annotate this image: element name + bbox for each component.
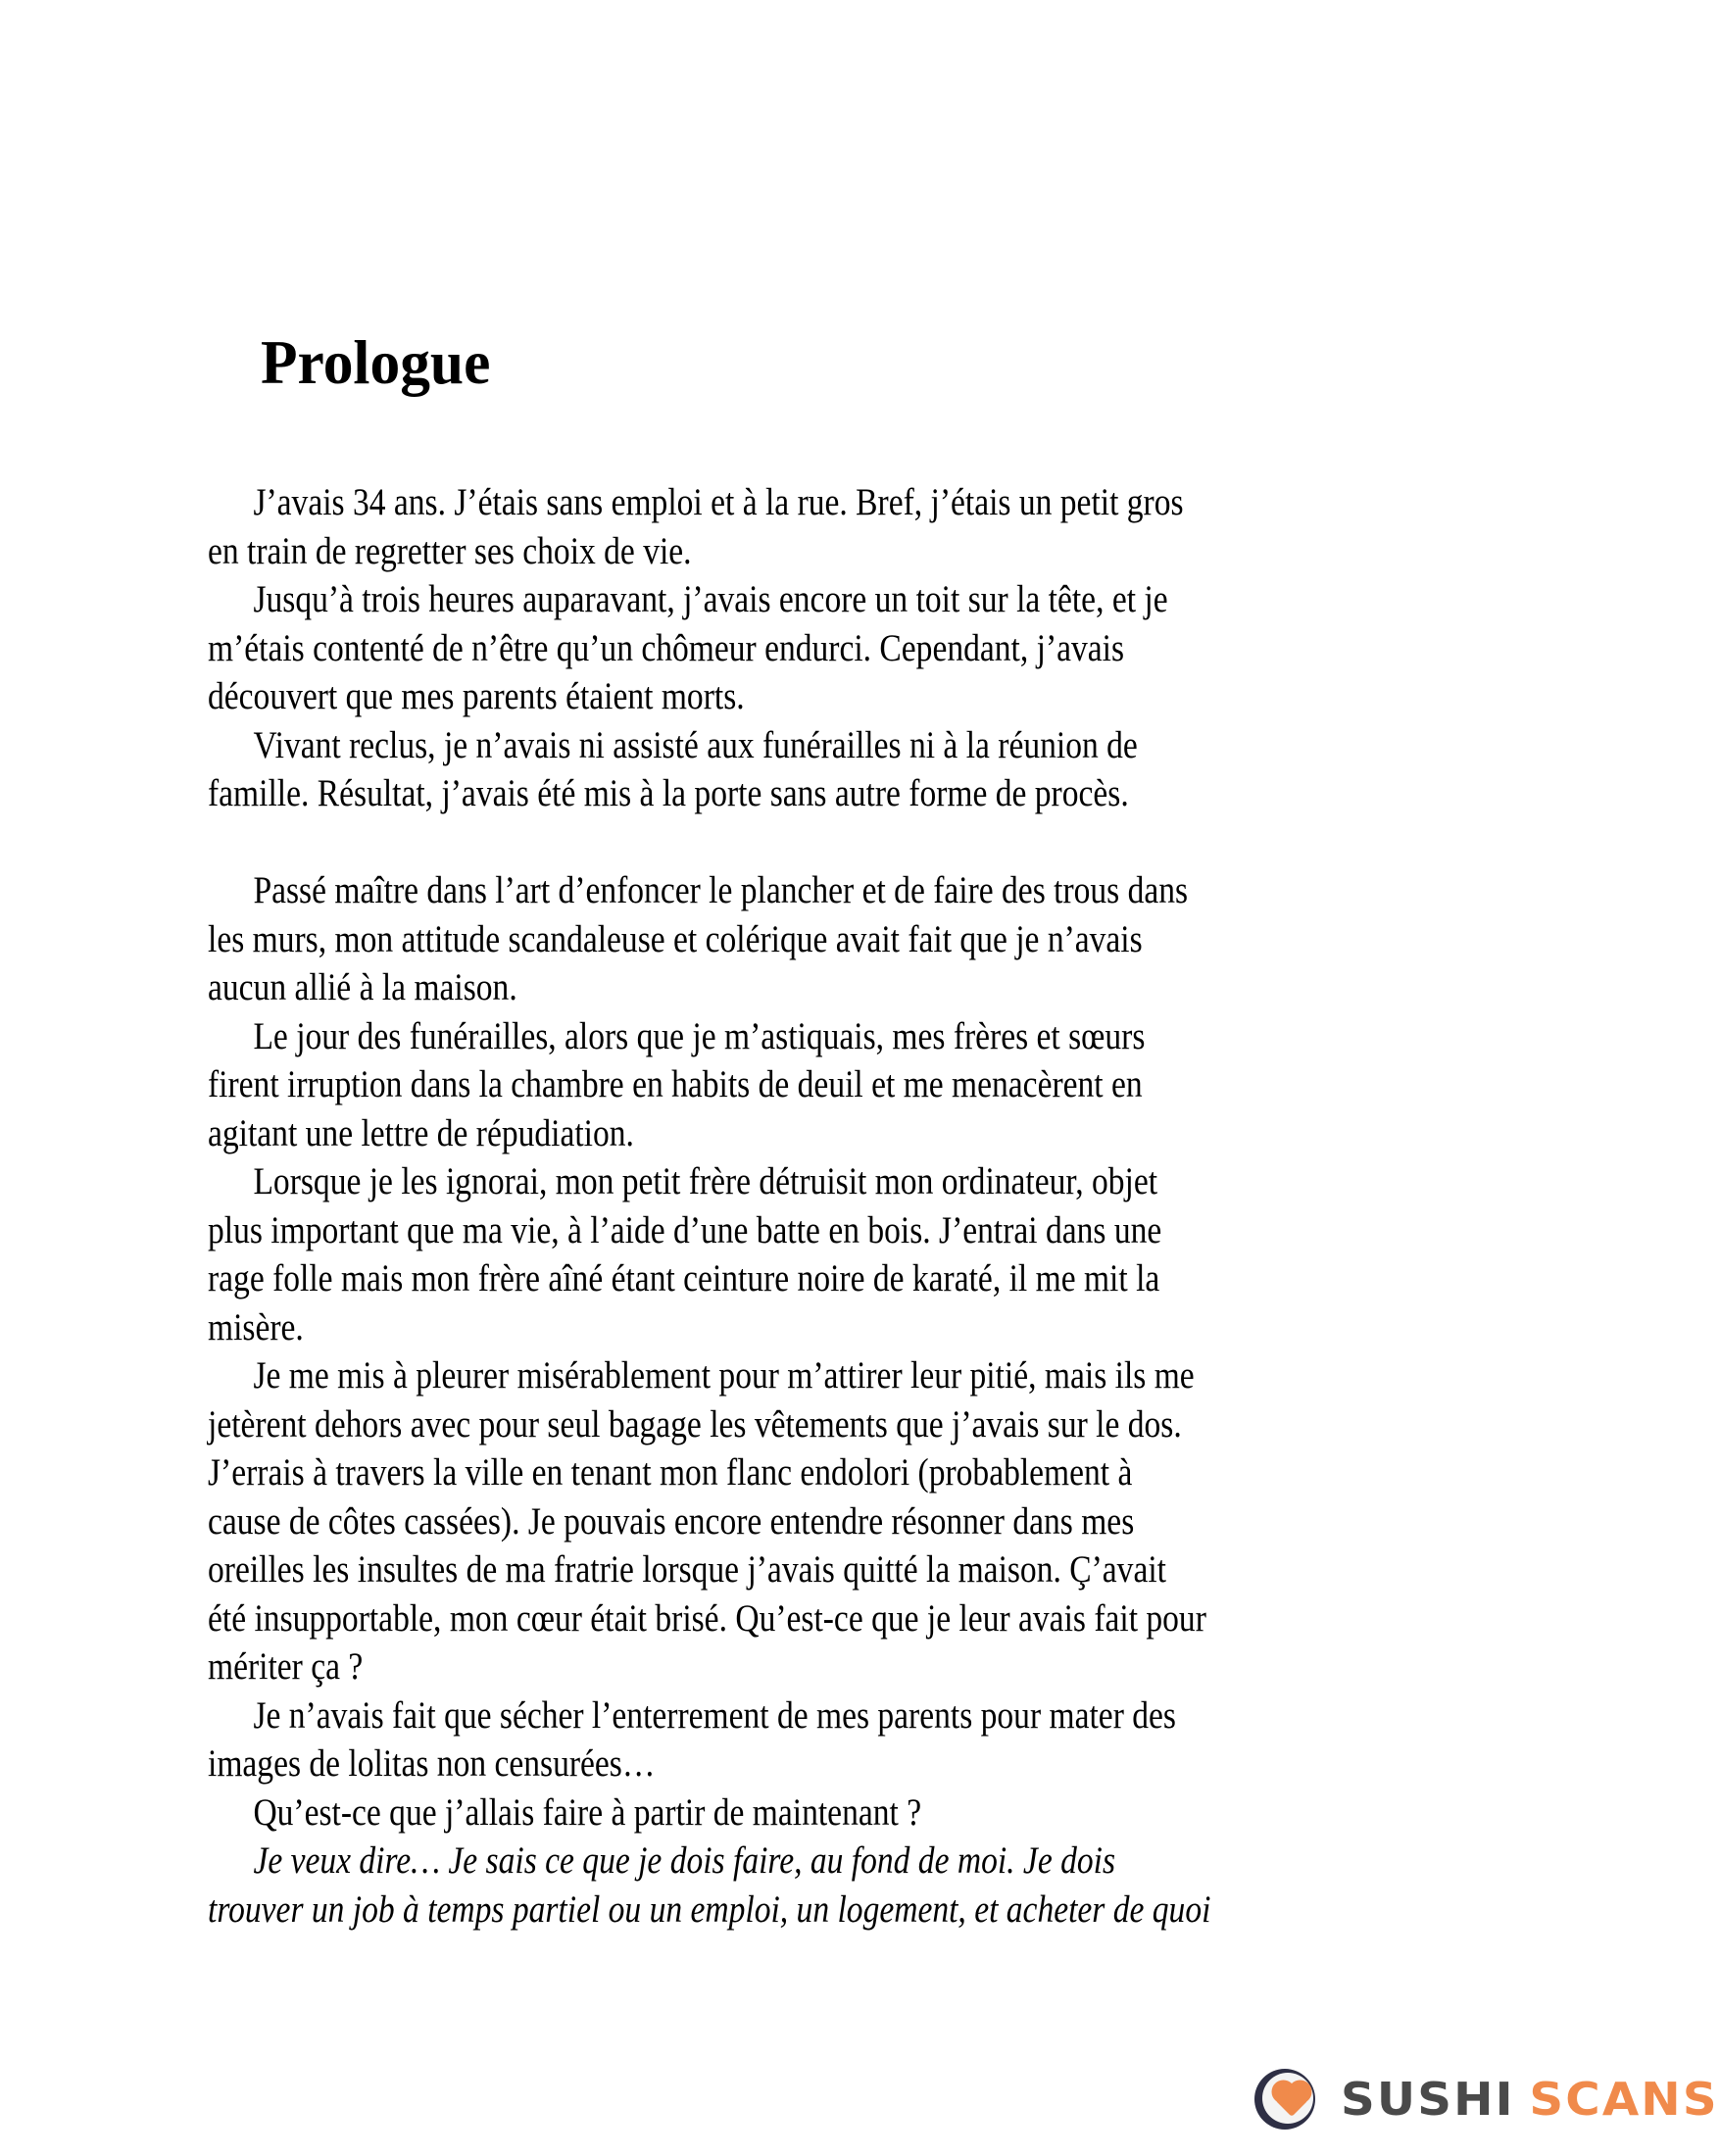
text-line: découvert que mes parents étaient morts. (208, 675, 745, 717)
text-line: Passé maître dans l’art d’enfoncer le plancher et de faire des trous dans (253, 869, 1189, 911)
text-line: plus important que ma vie, à l’aide d’une batte en bois. J’entrai dans une (208, 1208, 1162, 1251)
watermark-brand-part1: SUSHI (1341, 2073, 1515, 2126)
watermark-text (1341, 2073, 1719, 2126)
sushi-heart-icon (1254, 2069, 1315, 2130)
watermark-brand-part2: SCANS (1529, 2073, 1719, 2126)
text-line: m’étais contenté de n’être qu’un chômeur endurci. Cependant, j’avais (208, 626, 1125, 669)
text-line: Le jour des funérailles, alors que je m’astiquais, mes frères et sœurs (253, 1014, 1146, 1057)
text-line: agitant une lettre de répudiation. (208, 1111, 634, 1154)
text-line: images de lolitas non censurées… (208, 1742, 656, 1785)
text-line: misère. (208, 1305, 304, 1348)
text-line: les murs, mon attitude scandaleuse et colérique avait fait que je n’avais (208, 917, 1143, 960)
text-line: Jusqu’à trois heures auparavant, j’avais encore un toit sur la tête, et je (253, 578, 1168, 620)
paragraph-gap (208, 818, 1482, 867)
text-line: Lorsque je les ignorai, mon petit frère détruisit mon ordinateur, objet (253, 1160, 1158, 1202)
text-line: Je me mis à pleurer misérablement pour m’attirer leur pitié, mais ils me (253, 1354, 1195, 1396)
chapter-body (208, 478, 1482, 1934)
text-line: rage folle mais mon frère aîné étant ceinture noire de karaté, il me mit la (208, 1257, 1160, 1299)
text-line: Je veux dire… Je sais ce que je dois faire, au fond de moi. Je dois (253, 1839, 1116, 1882)
text-line: cause de côtes cassées). Je pouvais encore entendre résonner dans mes (208, 1499, 1135, 1543)
sushi-scans-watermark (1254, 2070, 1719, 2129)
text-line: J’errais à travers la ville en tenant mon flanc endolori (probablement à (208, 1451, 1133, 1494)
text-line: jetèrent dehors avec pour seul bagage les vêtements que j’avais sur le dos. (208, 1402, 1182, 1446)
text-line: aucun allié à la maison. (208, 966, 517, 1008)
text-line: été insupportable, mon cœur était brisé. Qu’est-ce que je leur avais fait pour (208, 1596, 1206, 1640)
text-line: Qu’est-ce que j’allais faire à partir de maintenant ? (253, 1790, 922, 1834)
text-line: J’avais 34 ans. J’étais sans emploi et à la rue. Bref, j’étais un petit gros (253, 481, 1184, 523)
text-line: famille. Résultat, j’avais été mis à la porte sans autre forme de procès. (208, 772, 1129, 814)
text-line: trouver un job à temps partiel ou un emploi, un logement, et acheter de quoi (208, 1887, 1211, 1931)
text-line: oreilles les insultes de ma fratrie lorsque j’avais quitté la maison. Ç’avait (208, 1548, 1166, 1591)
text-line: en train de regretter ses choix de vie. (208, 529, 692, 572)
text-line: Vivant reclus, je n’avais ni assisté aux funérailles ni à la réunion de (253, 723, 1138, 766)
text-line: mériter ça ? (208, 1645, 364, 1688)
text-line: Je n’avais fait que sécher l’enterrement de mes parents pour mater des (253, 1693, 1176, 1737)
text-line: firent irruption dans la chambre en habits de deuil et me menacèrent en (208, 1063, 1143, 1105)
chapter-title: Prologue (261, 327, 491, 397)
